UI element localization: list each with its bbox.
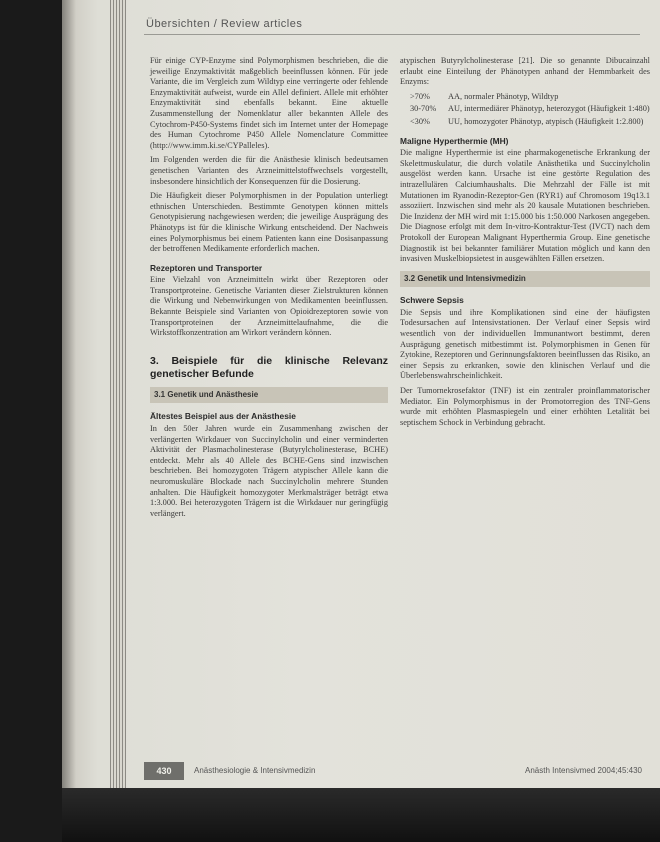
page-stack-edges bbox=[110, 0, 126, 842]
section-bar-genetik-intensivmedizin: 3.2 Genetik und Intensivmedizin bbox=[400, 271, 650, 288]
running-head bbox=[144, 12, 640, 35]
paragraph: Die maligne Hyperthermie ist eine pharmakogenetische Erkrankung der Skelettmuskulatur, die durch volatile Anästhetika und Succinylcholin ausgelöst werden kann. Ursache ist eine gestörte Regulation des intrazellulären Calciumhaushalts. Die Mehrzahl der Fälle ist mit Mutationen im Ryanodin-Rezeptor-Gen (RYR1) auf Chromosom 19q13.1 assoziiert. Inzwischen sind mehr als 20 kausale Mutationen beschrieben. Die Inzidenz der MH wird mit 1:15.000 bis 1:50.000 Narkosen angegeben. Die Diagnose erfolgt mit dem In-vitro-Kontraktur-Test (IVCT) nach dem Protokoll der European Malignant Hyperthermia Group. Eine genetische Diagnostik ist bei bekannter familiärer Mutation möglich und kann den invasiven Muskelbiopsietest in ausgewählten Fällen ersetzen. bbox=[400, 148, 650, 264]
paragraph: atypischen Butyrylcholinesterase [21]. Die so genannte Dibucainzahl erlaubt eine Einteilung der Phänotypen anhand der Hemmbarkeit des Enzyms: bbox=[400, 56, 650, 87]
paragraph: Für einige CYP-Enzyme sind Polymorphismen beschrieben, die die jeweilige Enzymaktivität maßgeblich beeinflussen können. Für jede Variante, die im Vergleich zum Wildtyp eine verringerte oder fehlende Enzymaktivität aufweist, wurde ein Allel definiert. Allele mit erhöhter Enzymaktivität sind ebenfalls bekannt. Eine aktuelle Zusammenstellung der Nomenklatur aller bekannten Allele des Cytochrom-P450-Systems findet sich im Internet unter der Homepage des Human Cytochrome P450 Allele Nomenclature Committee (http://www.imm.ki.se/CYPalleles). bbox=[150, 56, 388, 150]
paragraph: Die Sepsis und ihre Komplikationen sind eine der häufigsten Todesursachen auf Intensivstationen. Der Verlauf einer Sepsis wird wesentlich von der individuellen Immunantwort bestimmt, deren Ausprägung genetisch mitbestimmt ist. Polymorphismen in Genen für Zytokine, Rezeptoren und Gerinnungsfaktoren beeinflussen das Risiko, an einer Sepsis zu erkranken, sowie den klinischen Verlauf und die Überlebenswahrscheinlichkeit. bbox=[400, 307, 650, 381]
footer-citation: Anästh Intensivmed 2004;45:430 bbox=[525, 766, 642, 775]
definition-term: >70% bbox=[410, 91, 430, 101]
subheading-rezeptoren: Rezeptoren und Transporter bbox=[150, 262, 263, 273]
definition-description: AU, intermediärer Phänotyp, heterozygot (Häufigkeit 1:480) bbox=[448, 104, 650, 114]
page-footer bbox=[144, 762, 650, 780]
right-column bbox=[400, 56, 650, 432]
section-heading-beispiele: 3. Beispiele für die klinische Relevanz genetischer Befunde bbox=[150, 354, 388, 380]
definition-description: AA, normaler Phänotyp, Wildtyp bbox=[448, 91, 559, 101]
paragraph: Eine Vielzahl von Arzneimitteln wirkt über Rezeptoren oder Transportproteine. Genetische Varianten dieser Zielstrukturen können die Wirkung und Nebenwirkungen von Medikamenten beeinflussen. Bekannte Beispiele sind Varianten von Opioidrezeptoren sowie von Transportproteinen der Arzneimittelaufnahme, die die Wirkstoffkonzentration am Wirkort verändern können. bbox=[150, 275, 388, 338]
section-bar-genetik-anaesthesie: 3.1 Genetik und Anästhesie bbox=[150, 387, 388, 404]
definition-term: <30% bbox=[410, 116, 430, 126]
definition-row bbox=[410, 117, 650, 128]
paragraph: Im Folgenden werden die für die Anästhesie klinisch bedeutsamen genetischen Varianten des Arzneimittelstoffwechsels vorgestellt, insbesondere hinsichtlich der Konsequenzen für die Dosierung. bbox=[150, 155, 388, 186]
paragraph: Der Tumornekrosefaktor (TNF) ist ein zentraler proinflammatorischer Mediator. Ein Polymorphismus in der Promotorregion des TNF-Gens wurde mit erhöhten Plasmaspiegeln und einer erhöhten Letalität bei septischem Schock in Verbindung gebracht. bbox=[400, 386, 650, 427]
definition-description: UU, homozygoter Phänotyp, atypisch (Häufigkeit 1:2.800) bbox=[448, 116, 644, 126]
bottom-shadow bbox=[62, 788, 660, 842]
paragraph: Die Häufigkeit dieser Polymorphismen in der Population unterliegt ethnischen Unterschieden. Bestimmte Genotypen können mittels Genotypisierung nachgewiesen werden; die jeweilige Ausprägung des Phänotyps ist für die klinische Wirkung entscheidend. Der Nachweis eines Polymorphismus bei einem Patienten kann eine Dosisanpassung der betroffenen Medikamente erforderlich machen. bbox=[150, 191, 388, 254]
subheading-aeltestes-beispiel: Ältestes Beispiel aus der Anästhesie bbox=[150, 411, 296, 422]
footer-journal-name: Anästhesiologie & Intensivmedizin bbox=[194, 766, 316, 775]
paragraph: In den 50er Jahren wurde ein Zusammenhang zwischen der verlängerten Wirkdauer von Succinylcholin und einer verminderten Aktivität der Plasmacholinesterase (Butyrylcholinesterase, BCHE) entdeckt. Mehr als 40 Allele des BCHE-Gens sind inzwischen beschrieben. Bei homozygoten Trägern atypischer Allele kann die neuromuskuläre Blockade nach Succinylcholin mehrere Stunden anhalten. Die Häufigkeit homozygoter Merkmalsträger beträgt etwa 1:3.000. Bei heterozygoten Trägern ist die Wirkdauer nur geringfügig verlängert. bbox=[150, 424, 388, 518]
dibucain-definition-list bbox=[400, 92, 650, 128]
subheading-schwere-sepsis: Schwere Sepsis bbox=[400, 295, 464, 306]
running-head-text: Übersichten / Review articles bbox=[146, 18, 303, 30]
definition-row bbox=[410, 92, 650, 103]
left-column bbox=[150, 56, 388, 523]
page-gutter-shadow bbox=[62, 0, 76, 842]
subheading-maligne-hyperthermie: Maligne Hyperthermie (MH) bbox=[400, 135, 509, 146]
page-number: 430 bbox=[144, 762, 184, 780]
definition-term: 30-70% bbox=[410, 104, 437, 114]
definition-row bbox=[410, 104, 650, 115]
